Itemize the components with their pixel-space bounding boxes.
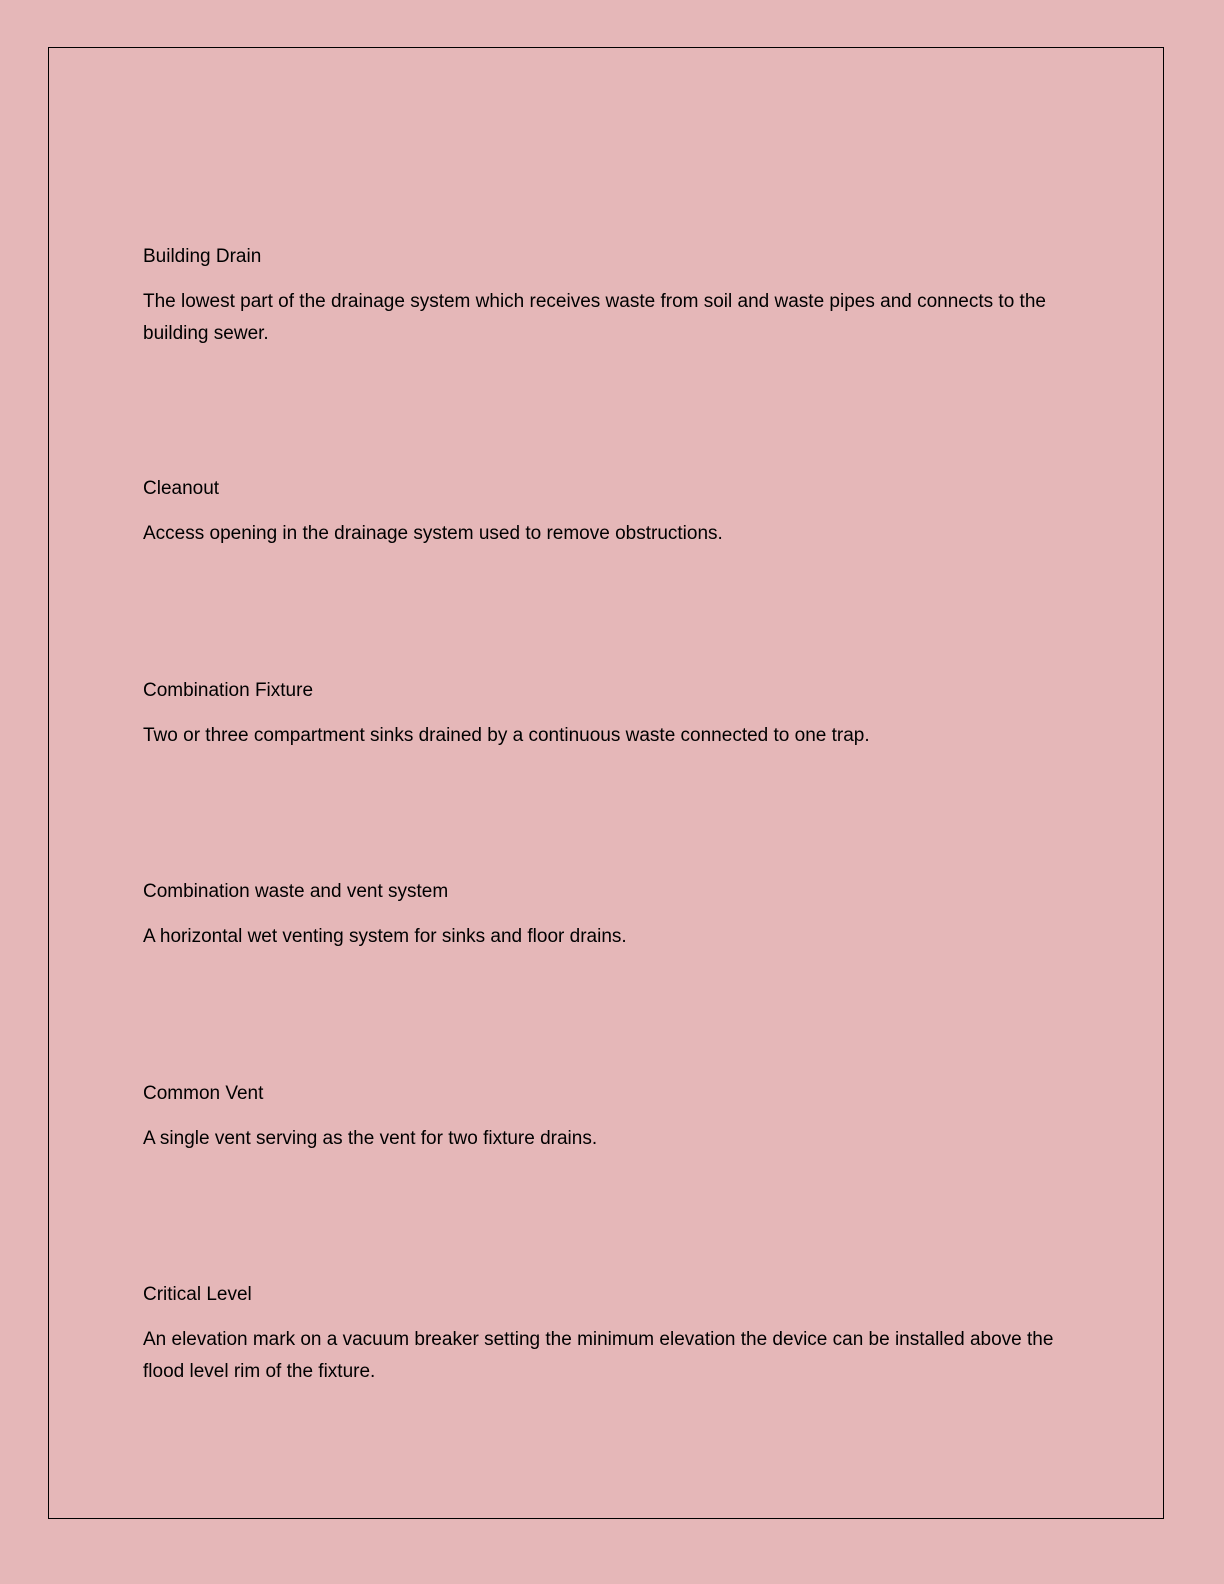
term-heading: Cleanout xyxy=(143,478,220,499)
term-definition: A horizontal wet venting system for sinks and floor drains. xyxy=(143,926,627,947)
glossary-entry-combination-waste-vent xyxy=(143,881,1083,947)
term-definition: A single vent serving as the vent for two fixture drains. xyxy=(143,1128,598,1149)
term-definition: Access opening in the drainage system used to remove obstructions. xyxy=(143,523,723,544)
glossary-entry-critical-level xyxy=(143,1284,1083,1382)
term-heading: Critical Level xyxy=(143,1284,252,1305)
glossary-entry-common-vent xyxy=(143,1083,1083,1149)
term-heading: Building Drain xyxy=(143,246,262,267)
term-definition: The lowest part of the drainage system which receives waste from soil and waste pipes and connects to the building sewer. xyxy=(143,291,1046,344)
term-definition: Two or three compartment sinks drained by a continuous waste connected to one trap. xyxy=(143,725,870,746)
term-heading: Combination waste and vent system xyxy=(143,881,449,902)
glossary-entry-building-drain xyxy=(143,246,1083,344)
term-heading: Common Vent xyxy=(143,1083,264,1104)
glossary-entry-combination-fixture xyxy=(143,680,1083,746)
term-heading: Combination Fixture xyxy=(143,680,314,701)
term-definition: An elevation mark on a vacuum breaker setting the minimum elevation the device can be installed above the flood level rim of the fixture. xyxy=(143,1329,1054,1382)
glossary-entry-cleanout xyxy=(143,478,1083,544)
